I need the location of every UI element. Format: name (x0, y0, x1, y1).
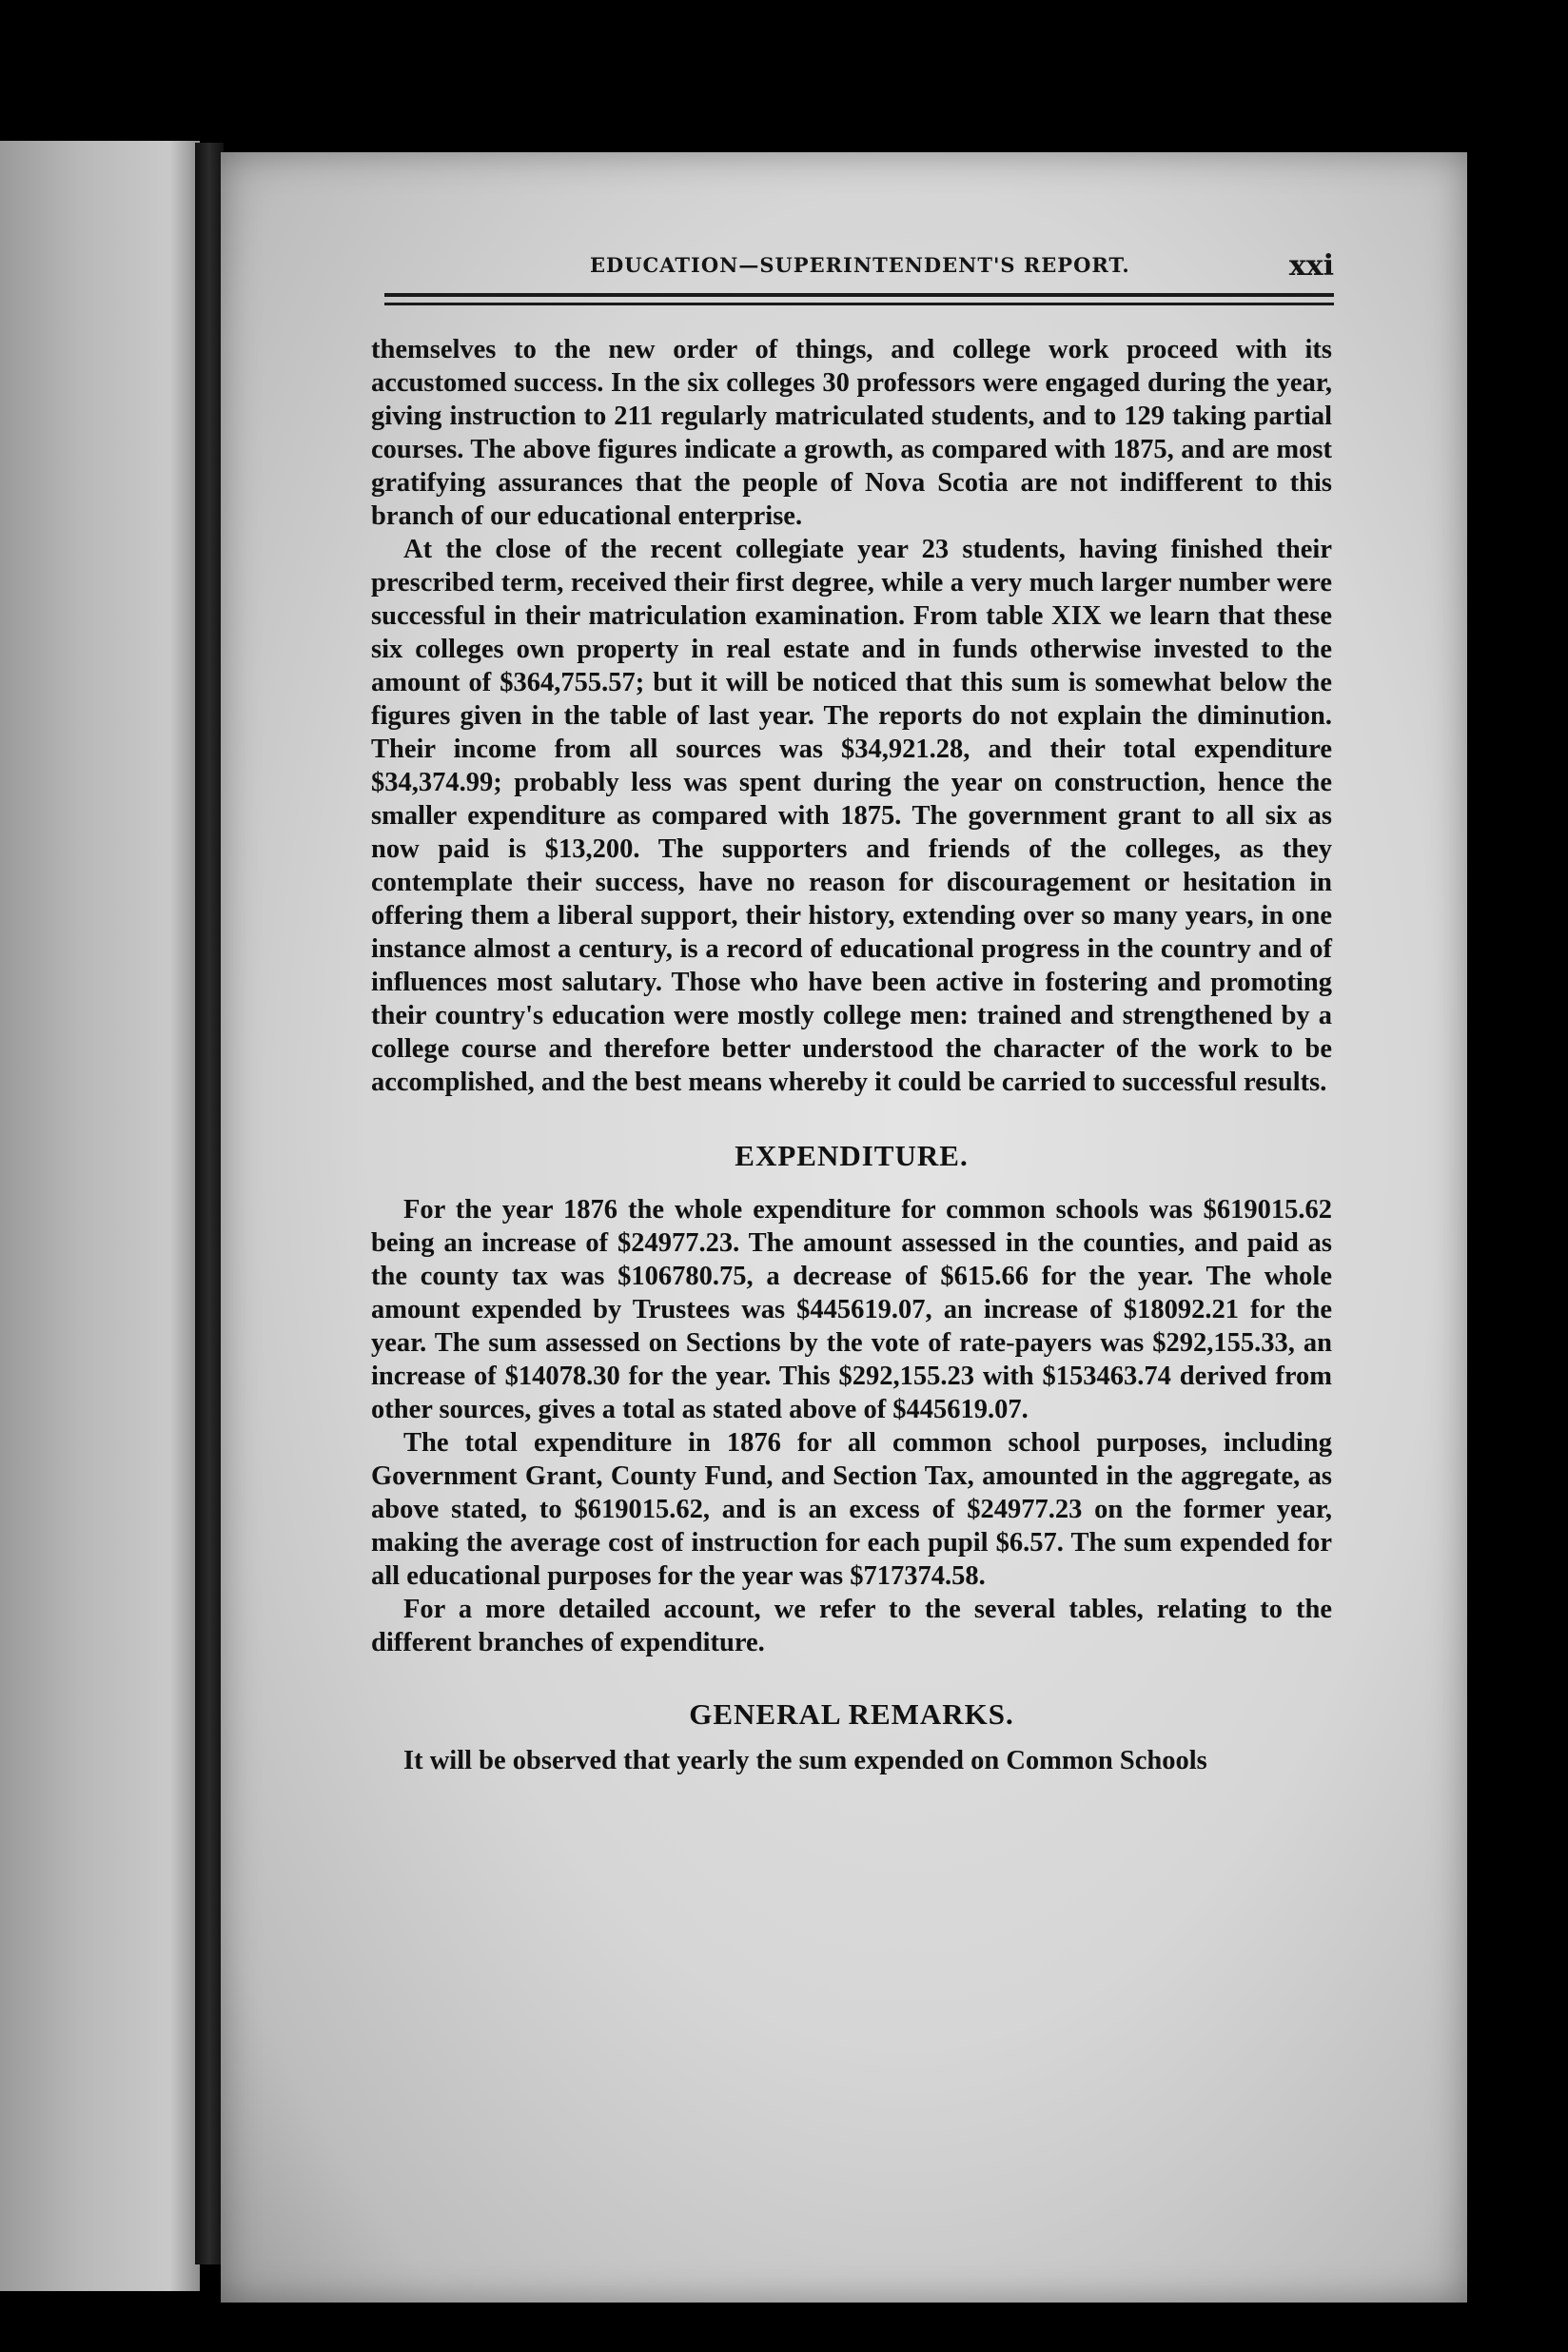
left-page-edge (0, 141, 200, 2291)
paragraph-detailed-account: For a more detailed account, we refer to the several tables, relating to the different branches of expenditure. (371, 1595, 1332, 1657)
running-head: EDUCATION—SUPERINTENDENT'S REPORT. (590, 253, 1130, 277)
page-gutter (195, 143, 224, 2264)
section-heading-general-remarks: GENERAL REMARKS. (689, 1697, 1014, 1731)
page-number: xxi (1288, 249, 1334, 283)
page-body (371, 333, 1332, 1777)
section-heading-expenditure: EXPENDITURE. (735, 1139, 969, 1172)
paragraph-expenditure-1876: For the year 1876 the whole expenditure for common schools was $619015.62 being an increase of $24977.23. The amount assessed in the counties, and paid as the county tax was $106780.75, a decrease of $615.66 for the year. The whole amount expended by Trustees was $445619.07, an increase of $18092.21 for the year. The sum assessed on Sections by the vote of rate-payers was $292,155.33, an increase of $14078.30 for the year. This $292,155.23 with $153463.74 derived from other sources, gives a total as stated above of $445619.07. (371, 1195, 1332, 1424)
paragraph-general-remarks: It will be observed that yearly the sum expended on Common Schools (403, 1746, 1207, 1775)
header-rule-thin (384, 303, 1334, 305)
header-rule (384, 293, 1334, 297)
paragraph-collegiate-year: At the close of the recent collegiate year 23 students, having finished their prescribed term, received their first degree, while a very much larger number were successful in their matriculation examination. From table XIX we learn that these six colleges own property in real estate and in funds otherwise invested to the amount of $364,755.57; but it will be noticed that this sum is somewhat below the figures given in the table of last year. The reports do not explain the diminution. Their income from all sources was $34,921.28, and their total expenditure $34,374.99; probably less was spent during the year on construction, hence the smaller expenditure as compared with 1875. The government grant to all six as now paid is $13,200. The supporters and friends of the colleges, as they contemplate their success, have no reason for discouragement or hesitation in offering them a liberal support, their history, extending over so many years, in one instance almost a century, is a record of educational progress in the country and of influences most salutary. Those who have been active in fostering and promoting their country's education were mostly college men: trained and strengthened by a college course and therefore better understood the character of the work to be accomplished, and the best means whereby it could be carried to successful results. (371, 535, 1332, 1097)
paragraph-total-expenditure: The total expenditure in 1876 for all common school purposes, including Government Grant, County Fund, and Section Tax, amounted in the aggregate, as above stated, to $619015.62, and is an excess of $24977.23 on the former year, making the average cost of instruction for each pupil $6.57. The sum expended for all educational purposes for the year was $717374.58. (371, 1428, 1332, 1591)
paragraph-colleges-continued: themselves to the new order of things, and college work proceed with its accustomed success. In the six colleges 30 professors were engaged during the year, giving instruction to 211 regularly matriculated students, and to 129 taking partial courses. The above figures indicate a growth, as compared with 1875, and are most gratifying assurances that the people of Nova Scotia are not indifferent to this branch of our educational enterprise. (371, 335, 1332, 531)
